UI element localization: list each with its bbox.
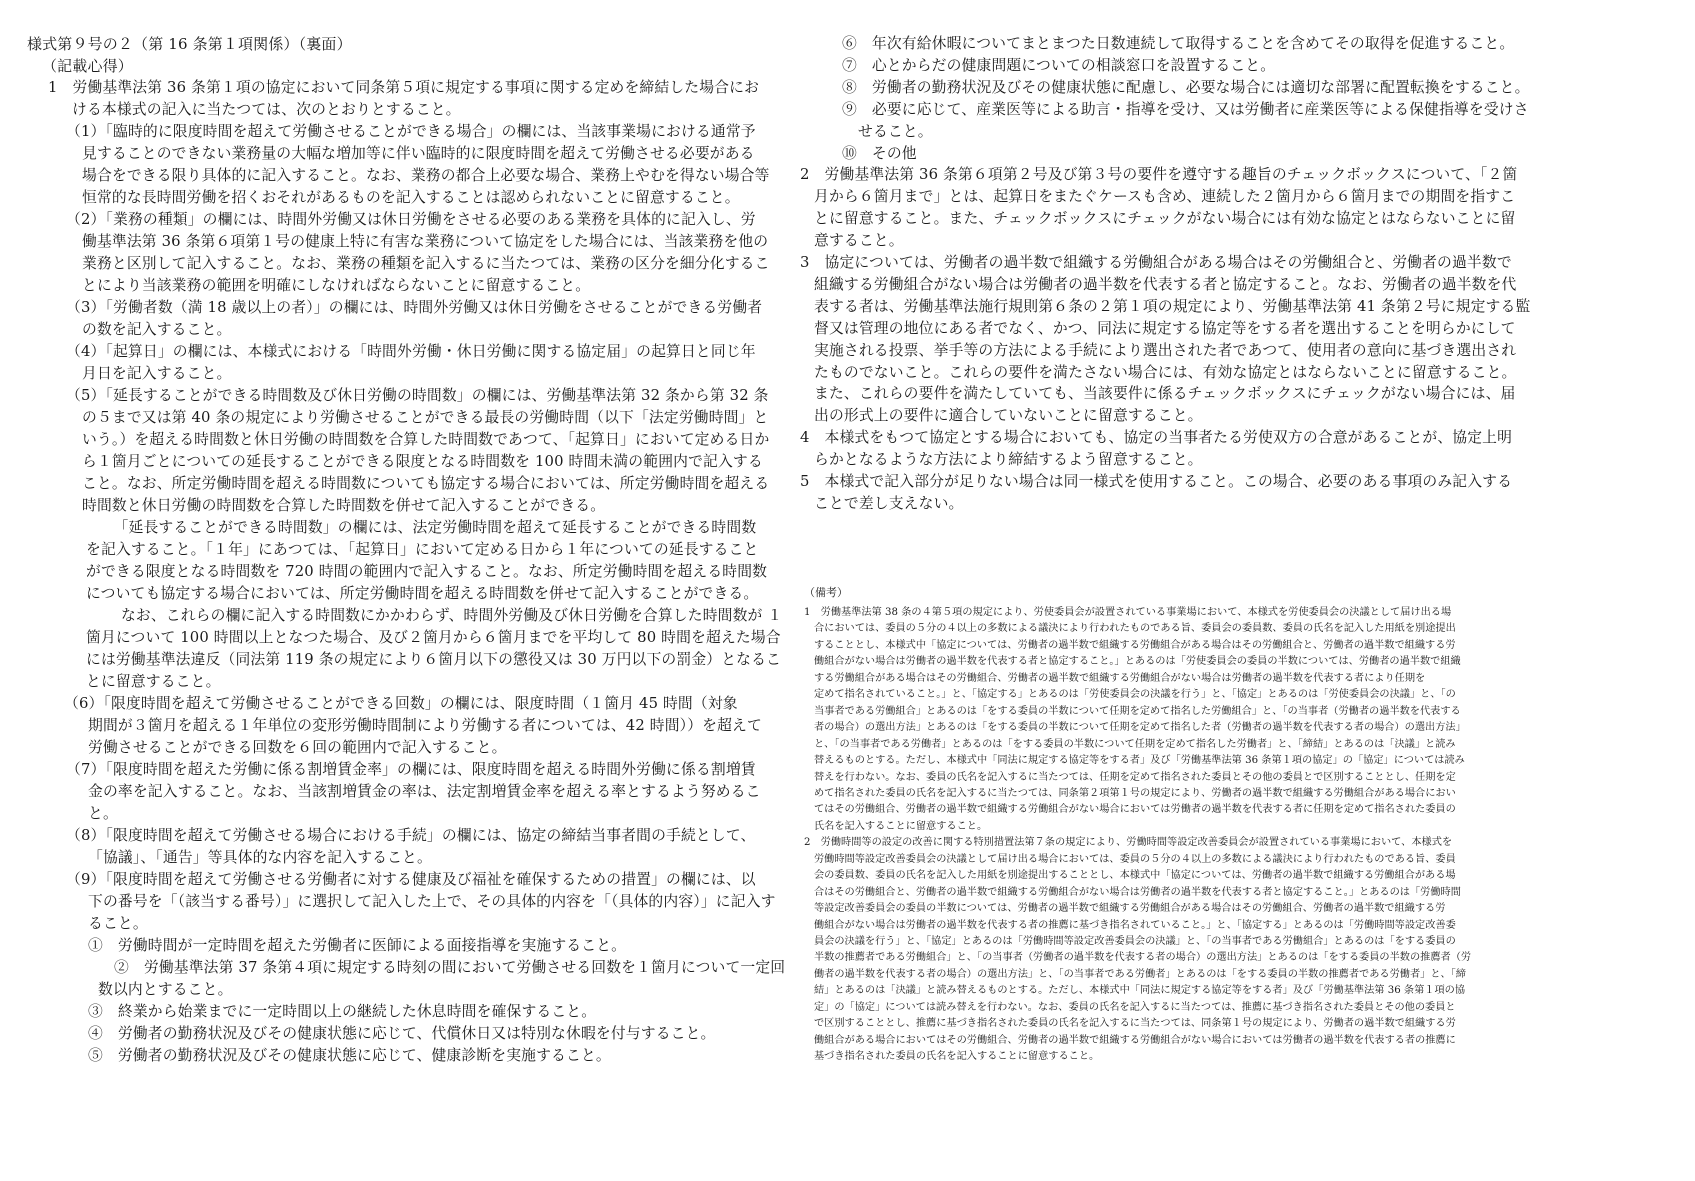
text-line: の数を記入すること。 bbox=[82, 321, 232, 338]
text-line: ⑤ 労働者の勤務状況及びその健康状態に応じて、健康診断を実施すること。 bbox=[88, 1047, 611, 1064]
note-line: 替えを行わない。なお、委員の氏名を記入するに当たつては、任期を定めて指名された委員とその他の委員とで区別することとし、任期を定 bbox=[814, 771, 1456, 783]
note-line: 1 労働基準法第 38 条の４第５項の規定により、労使委員会が設置されている事業場において、本様式を労使委員会の決議として届け出る場 bbox=[804, 607, 1452, 618]
text-line: 働基準法第 36 条第６項第１号の健康上特に有害な業務について協定をした場合には、当該業務を他の bbox=[82, 233, 769, 250]
note-line: 2 労働時間等の設定の改善に関する特別措置法第７条の規定により、労働時間等設定改善委員会が設置されている事業場において、本様式を bbox=[804, 837, 1453, 849]
text-line: 数以内とすること。 bbox=[98, 981, 233, 998]
text-line: 意すること。 bbox=[814, 232, 904, 250]
note-line: 員会の決議を行う」と、「協定」とあるのは「労働時間等設定改善委員会の決議」と、「の当事者である労働組合」とあるのは「をする委員の bbox=[814, 936, 1456, 947]
text-line: 表する者は、労働基準法施行規則第６条の２第１項の規定により、労働基準法第 41 条第２号に規定する監 bbox=[814, 297, 1531, 315]
section-heading: （記載心得） bbox=[42, 57, 133, 75]
text-line: 実施される投票、挙手等の方法による手続により選出された者であつて、使用者の意向に基づき選出され bbox=[814, 341, 1517, 359]
text-line: ける本様式の記入に当たつては、次のとおりとすること。 bbox=[72, 101, 461, 118]
text-line: とに留意すること。また、チェックボックスにチェックがない場合には有効な協定とはならないことに留 bbox=[814, 210, 1516, 228]
note-line: 結」とあるのは「決議」と読み替えるものとする。ただし、本様式中「同法に規定する協定等をする者」及び「労働基準法第 36 条第１項の協 bbox=[814, 985, 1466, 997]
text-line: また、これらの要件を満たしていても、当該要件に係るチェックボックスにチェックがない場合には、届 bbox=[814, 385, 1516, 403]
text-line: （3）「労働者数（満 18 歳以上の者）」の欄には、時間外労働又は休日労働をさせることができる労働者 bbox=[66, 299, 763, 316]
text-line: ① 労働時間が一定時間を超えた労働者に医師による面接指導を実施すること。 bbox=[88, 937, 627, 954]
text-line: 5 本様式で記入部分が足りない場合は同一様式を使用すること。この場合、必要のある事項のみ記入する bbox=[800, 473, 1513, 490]
text-line: （7）「限度時間を超えた労働に係る割増賃金率」の欄には、限度時間を超える時間外労働に係る割増賃 bbox=[66, 761, 756, 778]
note-line: 基づき指名された委員の氏名を記入することに留意すること。 bbox=[814, 1051, 1100, 1063]
text-line: 4 本様式をもつて協定とする場合においても、協定の当事者たる労使双方の合意があることが、協定上明 bbox=[800, 429, 1513, 447]
text-line: 3 協定については、労働者の過半数で組織する労働組合がある場合はその労働組合と、労働者の過半数で bbox=[800, 254, 1512, 271]
text-line: 業務と区別して記入すること。なお、業務の種類を記入するに当たつては、業務の区分を細分化するこ bbox=[82, 255, 770, 272]
text-line: （2）「業務の種類」の欄には、時間外労働又は休日労働をさせる必要のある業務を具体的に記入し、労 bbox=[66, 211, 756, 228]
text-line: こと。なお、所定労働時間を超える時間数についても協定する場合においては、所定労働時間を超える bbox=[82, 475, 770, 492]
text-line: たものでないこと。これらの要件を満たさない場合には、有効な協定とはならないことに留意すること。 bbox=[814, 363, 1517, 381]
text-line: ことで差し支えない。 bbox=[814, 494, 964, 512]
text-line: ② 労働基準法第 37 条第４項に規定する時刻の間において労働させる回数を１箇月について一定回 bbox=[114, 959, 786, 976]
text-line: 月から６箇月まで」とは、起算日をまたぐケースも含め、連続した２箇月から６箇月までの期間を指すこ bbox=[814, 188, 1516, 206]
note-line: 会の委員数、委員の氏名を記入した用紙を別途提出することとし、本様式中「協定については、労働者の過半数で組織する労働組合がある場 bbox=[814, 870, 1456, 882]
text-line: には労働基準法違反（同法第 119 条の規定により６箇月以下の懲役又は 30 万円以下の罰金）となるこ bbox=[86, 651, 782, 668]
text-line: なお、これらの欄に記入する時間数にかかわらず、時間外労働及び休日労働を合算した時間数が １ bbox=[106, 607, 783, 624]
text-line: を記入すること。「１年」にあつては、「起算日」において定める日から１年についての延長すること bbox=[86, 541, 759, 558]
text-line: 場合をできる限り具体的に記入すること。なお、業務の都合上必要な場合、業務上やむを得ない場合等 bbox=[82, 167, 770, 184]
text-line: 金の率を記入すること。なお、当該割増賃金の率は、法定割増賃金率を超える率とするよう努めるこ bbox=[88, 783, 761, 800]
text-line: らかとなるような方法により締結するよう留意すること。 bbox=[814, 451, 1203, 469]
text-line: （4）「起算日」の欄には、本様式における「時間外労働・休日労働に関する協定届」の起算日と同じ年 bbox=[66, 343, 756, 360]
text-line: ⑥ 年次有給休暇についてまとまつた日数連続して取得することを含めてその取得を促進すること。 bbox=[842, 35, 1515, 52]
text-line: 月日を記入すること。 bbox=[82, 365, 232, 382]
text-line: 恒常的な長時間労働を招くおそれがあるものを記入することは認められないことに留意すること。 bbox=[82, 189, 740, 206]
text-line: と。 bbox=[88, 805, 118, 822]
text-line: ら１箇月ごとについての延長することができる限度となる時間数を 100 時間未満の範囲内で記入する bbox=[82, 453, 763, 470]
note-line: 働組合がある場合においてはその労働組合、労働者の過半数で組織する労働組合がない場合においては労働者の過半数を代表する者の推薦に bbox=[814, 1034, 1456, 1046]
note-line: 半数の推薦者である労働組合」と、「の当事者（労働者の過半数を代表する者の場合）の選出方法」とあるのは「をする委員の半数の推薦者（労 bbox=[814, 952, 1472, 964]
note-line: 等設定改善委員会の委員の半数については、労働者の過半数で組織する労働組合がある場合はその労働組合、労働者の過半数で組織する労 bbox=[814, 903, 1446, 915]
text-line: 期間が３箇月を超える１年単位の変形労働時間制により労働する者については、42 時間））を超えて bbox=[88, 717, 762, 734]
note-line: めて指名された委員の氏名を記入するに当たつては、同条第２項第１号の規定により、労働者の過半数で組織する労働組合がある場合におい bbox=[814, 787, 1456, 799]
text-line: 見することのできない業務量の大幅な増加等に伴い臨時的に限度時間を超えて労働させる必要がある bbox=[82, 145, 755, 162]
text-line: ⑩ その他 bbox=[842, 144, 917, 162]
notes-heading: （備考） bbox=[804, 586, 848, 599]
text-line: ができる限度となる時間数を 720 時間の範囲内で記入すること。なお、所定労働時間を超える時間数 bbox=[86, 563, 768, 580]
note-line: 働者の過半数を代表する者の場合）の選出方法」と、「の当事者である労働者」とあるのは「をする委員の半数の推薦者である労働者」と、「締 bbox=[814, 968, 1466, 980]
note-line: で区別することとし、推薦に基づき指名された委員の氏名を記入するに当たつては、同条第１号の規定により、労働者の過半数で組織する労 bbox=[814, 1018, 1456, 1030]
text-line: 労働させることができる回数を６回の範囲内で記入すること。 bbox=[88, 739, 507, 756]
text-line: （1）「臨時的に限度時間を超えて労働させることができる場合」の欄には、当該事業場における通常予 bbox=[66, 123, 756, 140]
text-line: 組織する労働組合がない場合は労働者の過半数を代表する者と協定すること。なお、労働者の過半数を代 bbox=[814, 275, 1517, 293]
text-line: ③ 終業から始業までに一定時間以上の継続した休息時間を確保すること。 bbox=[88, 1003, 597, 1020]
text-line: ること。 bbox=[88, 915, 148, 932]
text-line: 督又は管理の地位にある者でなく、かつ、同法に規定する協定等をする者を選出することを明らかにして bbox=[814, 319, 1516, 337]
note-line: 定」の「協定」については読み替えを行わない。なお、委員の氏名を記入するに当たつては、推薦に基づき指名された委員とその他の委員と bbox=[814, 1001, 1456, 1013]
note-line: 合はその労働組合と、労働者の過半数で組織する労働組合がない場合は労働者の過半数を代表する者と協定すること。」とあるのは「労働時間 bbox=[814, 886, 1461, 898]
text-line: 時間数と休日労働の時間数を合算した時間数を併せて記入することができる。 bbox=[82, 497, 606, 514]
text-line: （6）「限度時間を超えて労働させることができる回数」の欄には、限度時間（１箇月 45 時間（対象 bbox=[64, 695, 738, 712]
note-line: 合においては、委員の５分の４以上の多数による議決により行われたものである旨、委員会の委員数、委員の氏名を記入した用紙を別途提出 bbox=[814, 623, 1456, 635]
note-line: 替えるものとする。ただし、本様式中「同法に規定する協定等をする者」及び「労働基準法第 36 条第１項の協定」の「協定」については読み bbox=[814, 755, 1465, 767]
text-line: 「協議」、「通告」等具体的な内容を記入すること。 bbox=[88, 849, 432, 866]
text-line: とに留意すること。 bbox=[86, 673, 221, 690]
text-line: 1 労働基準法第 36 条第１項の協定において同条第５項に規定する事項に関する定めを締結した場合にお bbox=[48, 79, 760, 96]
text-line: ④ 労働者の勤務状況及びその健康状態に応じて、代償休日又は特別な休暇を付与すること。 bbox=[88, 1025, 716, 1042]
text-line: 箇月について 100 時間以上となつた場合、及び２箇月から６箇月までを平均して 80 時間を超えた場合 bbox=[86, 629, 781, 646]
text-line: 下の番号を「（該当する番号）」に選択して記入した上で、その具体的内容を「（具体的内容）」に記入す bbox=[88, 893, 776, 910]
text-line: の５まで又は第 40 条の規定により労働させることができる最長の労働時間（以下「法定労働時間」と bbox=[82, 409, 769, 426]
note-line: することとし、本様式中「協定については、労働者の過半数で組織する労働組合がある場合はその労働組合と、労働者の過半数で組織する労 bbox=[814, 639, 1456, 651]
text-line: （5）「延長することができる時間数及び休日労働の時間数」の欄には、労働基準法第 32 条から第 32 条 bbox=[66, 387, 769, 404]
text-line: （8）「限度時間を超えて労働させる場合における手続」の欄には、協定の締結当事者間の手続として、 bbox=[66, 827, 756, 844]
text-line: 出の形式上の要件に適合していないことに留意すること。 bbox=[814, 407, 1203, 425]
text-line: とにより当該業務の範囲を明確にしなければならないことに留意すること。 bbox=[82, 277, 591, 294]
text-line: 2 労働基準法第 36 条第６項第２号及び第３号の要件を遵守する趣旨のチェックボックスについて、「２箇 bbox=[800, 166, 1518, 184]
text-line: （9）「限度時間を超えて労働させる労働者に対する健康及び福祉を確保するための措置」の欄には、以 bbox=[66, 871, 756, 888]
note-line: 働組合がない場合は労働者の過半数を代表する者と協定すること。」とあるのは「労使委員会の委員の半数については、労働者の過半数で組織 bbox=[814, 656, 1461, 668]
note-line: 労働時間等設定改善委員会の決議として届け出る場合においては、委員の５分の４以上の多数による議決により行われたものである旨、委員 bbox=[814, 853, 1456, 865]
note-line: する労働組合がある場合はその労働組合、労働者の過半数で組織する労働組合がない場合は労働者の過半数を代表する者により任期を bbox=[814, 672, 1426, 684]
text-line: せること。 bbox=[858, 122, 933, 140]
text-line: ⑧ 労働者の勤務状況及びその健康状態に配慮し、必要な場合には適切な部署に配置転換をすること。 bbox=[842, 78, 1530, 96]
text-line: いう。）を超える時間数と休日労働の時間数を合算した時間数であつて、「起算日」において定める日か bbox=[82, 431, 770, 448]
text-line: ⑨ 必要に応じて、産業医等による助言・指導を受け、又は労働者に産業医等による保健指導を受けさ bbox=[842, 100, 1529, 118]
note-line: 当事者である労働組合」とあるのは「をする委員の半数について任期を定めて指名した労働組合」と、「の当事者（労働者の過半数を代表する bbox=[814, 705, 1461, 717]
note-line: 者の場合）の選出方法」とあるのは「をする委員の半数について任期を定めて指名した者（労働者の過半数を代表する者の場合）の選出方法」 bbox=[814, 722, 1466, 734]
note-line: 氏名を記入することに留意すること。 bbox=[814, 820, 988, 832]
form-title: 様式第９号の２（第 16 条第１項関係）（裏面） bbox=[27, 35, 352, 53]
note-line: と、「の当事者である労働者」とあるのは「をする委員の半数について任期を定めて指名した労働者」と、「締結」とあるのは「決議」と読み bbox=[814, 738, 1456, 750]
text-line: ⑦ 心とからだの健康問題についての相談窓口を設置すること。 bbox=[842, 56, 1276, 74]
note-line: てはその労働組合、労働者の過半数で組織する労働組合がない場合においては労働者の過半数を代表する者に任期を定めて指名された委員の bbox=[814, 804, 1456, 816]
note-line: 働組合がない場合は労働者の過半数を代表する者の推薦に基づき指名されていること。」と、「協定する」とあるのは「労働時間等設定改善委 bbox=[814, 919, 1456, 931]
text-line: 「延長することができる時間数」の欄には、法定労働時間を超えて延長することができる時間数 bbox=[106, 519, 757, 536]
note-line: 定めて指名されていること。」と、「協定する」とあるのは「労使委員会の決議を行う」と、「協定」とあるのは「労使委員会の決議」と、「の bbox=[814, 689, 1456, 701]
text-line: についても協定する場合においては、所定労働時間を超える時間数を併せて記入することができる。 bbox=[86, 585, 759, 602]
